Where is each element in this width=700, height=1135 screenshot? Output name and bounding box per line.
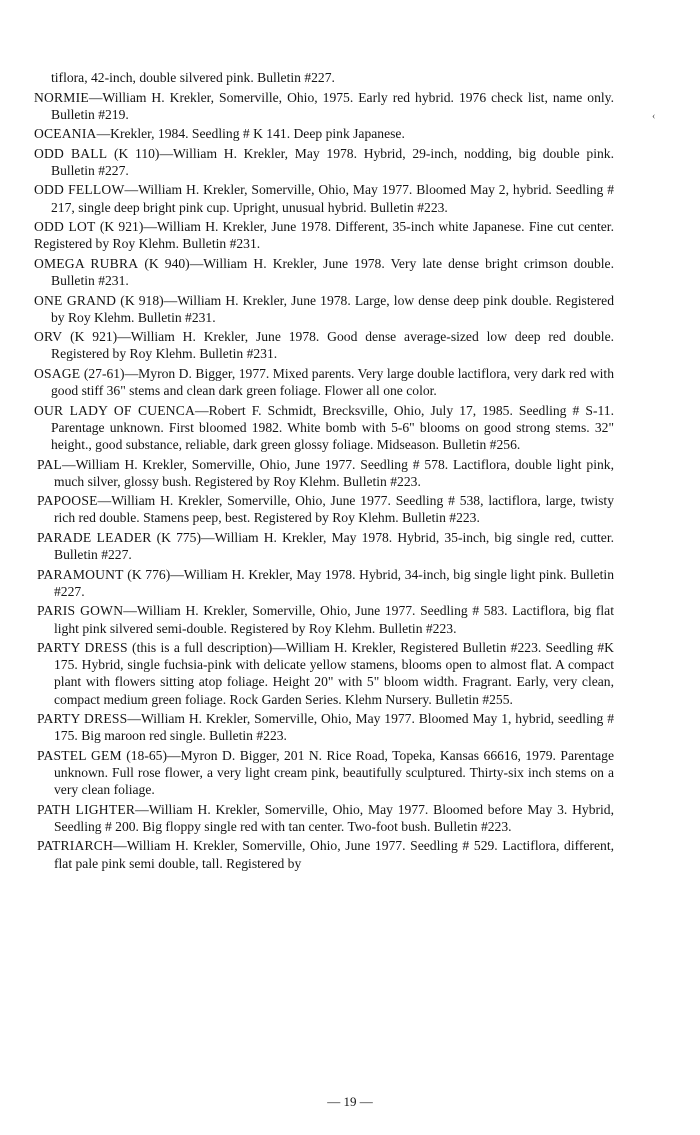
- entry-name: PAPOOSE: [37, 493, 98, 509]
- entry-text: —William H. Krekler, Somerville, Ohio, May 1977. Bloomed before May 3. Hybrid, Seedling # 200. Big floppy single red with tan center. Two-foot bush. Bulletin #223.: [54, 801, 614, 834]
- entry-text: (K 776)—William H. Krekler, May 1978. Hybrid, 34-inch, big single light pink. Bulletin #227.: [54, 566, 614, 599]
- entry-name: OUR LADY OF CUENCA: [34, 402, 196, 418]
- document-body: [34, 69, 614, 874]
- entry-text: (27-61)—Myron D. Bigger, 1977. Mixed parents. Very large double lactiflora, very dark red with good stiff 36" stems and clean dark green foliage. Flower all one color.: [51, 365, 614, 399]
- entry-text: —William H. Krekler, Somerville, Ohio, June 1977. Seedling # 529. Lactiflora, different, flat pale pink semi double, tall. Registered by: [54, 838, 614, 871]
- entry-name: PASTEL GEM: [37, 747, 122, 763]
- entry-4: [34, 181, 614, 215]
- entry-17: [34, 710, 614, 744]
- entry-name: PARAMOUNT: [37, 566, 124, 582]
- entry-text: —William H. Krekler, Somerville, Ohio, May 1977. Bloomed May 2, hybrid. Seedling # 217, single deep bright pink cup. Upright, unusual hybrid. Bulletin #223.: [51, 182, 615, 215]
- entry-name: ODD BALL: [34, 145, 108, 161]
- entry-text: —William H. Krekler, Somerville, Ohio, June 1977. Seedling # 538, lactiflora, large, twisty rich red double. Stamens peep, best. Registered by Roy Klehm. Bulletin #223.: [54, 493, 614, 526]
- entry-12: [34, 492, 614, 526]
- entry-10: [34, 402, 614, 454]
- entry-name: ODD LOT: [34, 219, 96, 235]
- entry-name: ODD FELLOW: [34, 182, 125, 198]
- entry-5: [34, 218, 614, 252]
- entry-text: —William H. Krekler, Somerville, Ohio, 1975. Early red hybrid. 1976 check list, name only. Bulletin #219.: [51, 89, 614, 122]
- entry-20: [34, 837, 614, 871]
- entry-3: [34, 145, 614, 179]
- entry-19: [34, 801, 614, 835]
- entry-name: NORMIE: [34, 89, 89, 105]
- entry-text: (K 921)—William H. Krekler, June 1978. Different, 35-inch white Japanese. Fine cut center. Registered by Roy Klehm. Bulletin #231.: [34, 219, 614, 252]
- entry-name: PARTY DRESS: [37, 711, 128, 727]
- entry-text: (K 918)—William H. Krekler, June 1978. Large, low dense deep pink double. Registered by Roy Klehm. Bulletin #231.: [51, 292, 614, 325]
- entry-18: [34, 747, 614, 799]
- stray-mark: ‹: [652, 111, 656, 122]
- entry-7: [34, 292, 614, 326]
- entry-name: PAL: [37, 456, 63, 472]
- entry-16: [34, 639, 614, 708]
- entry-text: —William H. Krekler, Somerville, Ohio, June 1977. Seedling # 578. Lactiflora, double light pink, much silver, glossy bush. Registered by Roy Klehm. Bulletin #223.: [54, 456, 614, 489]
- entry-text: (K 110)—William H. Krekler, May 1978. Hybrid, 29-inch, nodding, big double pink. Bulletin #227.: [51, 145, 614, 178]
- entry-name: OMEGA RUBRA: [34, 255, 139, 271]
- entry-name: ONE GRAND: [34, 292, 117, 308]
- entry-text: (K 775)—William H. Krekler, May 1978. Hybrid, 35-inch, big single red, cutter. Bulletin #227.: [54, 529, 614, 563]
- entry-15: [34, 602, 614, 636]
- entry-9: [34, 365, 614, 399]
- entry-name: PARADE LEADER: [37, 529, 152, 545]
- entry-text: —William H. Krekler, Somerville, Ohio, May 1977. Bloomed May 1, hybrid, seedling # 175. Big maroon red single. Bulletin #223.: [54, 711, 614, 744]
- entry-14: [34, 566, 614, 600]
- entry-2: [34, 125, 614, 142]
- entry-text: tiflora, 42-inch, double silvered pink. Bulletin #227.: [51, 70, 335, 85]
- entry-text: (this is a full description)—William H. Krekler, Registered Bulletin #223. Seedling #K 175. Hybrid, single fuchsia-pink with delicate yellow stamens, blooms open to almost flat. A compact plant with flowers sitting atop foliage. Height 20" with 5" bloom width. Fragrant. Early, very clean, compact medium green foliage. Rock Garden Series. Klehm Nursery. Bulletin #255.: [54, 640, 615, 707]
- entry-13: [34, 529, 614, 563]
- entry-text: (K 921)—William H. Krekler, June 1978. Good dense average-sized low deep red double. Registered by Roy Klehm. Bulletin #231.: [51, 329, 614, 362]
- entry-0: [34, 69, 614, 86]
- page-number: — 19 —: [327, 1094, 373, 1109]
- entry-text: (18-65)—Myron D. Bigger, 201 N. Rice Road, Topeka, Kansas 66616, 1979. Parentage unknown. Full rose flower, a very light cream pink, beautifully sculptured. Thirty-six inch stems on a very clean foliage.: [54, 747, 614, 798]
- entry-name: PARIS GOWN: [37, 603, 124, 619]
- entry-name: OCEANIA: [34, 126, 97, 142]
- entry-8: [34, 328, 614, 362]
- entry-text: —William H. Krekler, Somerville, Ohio, June 1977. Seedling # 583. Lactiflora, big flat light pink silvered semi-double. Registered by Roy Klehm. Bulletin #223.: [54, 603, 614, 636]
- entry-1: [34, 89, 614, 123]
- entry-name: PARTY DRESS: [37, 640, 128, 656]
- entry-text: —Robert F. Schmidt, Brecksville, Ohio, July 17, 1985. Seedling # S-11. Parentage unknown. First bloomed 1982. White bomb with 5-6" blooms on good strong stems. 32" height., good substance, reliable, dark green glossy foliage. Midseason. Bulletin #256.: [51, 402, 614, 453]
- entry-text: —Krekler, 1984. Seedling # K 141. Deep pink Japanese.: [96, 126, 405, 142]
- entry-name: PATRIARCH: [37, 838, 114, 854]
- entry-name: ORV: [34, 329, 63, 345]
- entry-text: (K 940)—William H. Krekler, June 1978. Very late dense bright crimson double. Bulletin #231.: [51, 255, 614, 289]
- entry-6: [34, 255, 614, 289]
- entry-name: OSAGE: [34, 365, 81, 381]
- entry-11: [34, 456, 614, 490]
- entry-name: PATH LIGHTER: [37, 801, 136, 817]
